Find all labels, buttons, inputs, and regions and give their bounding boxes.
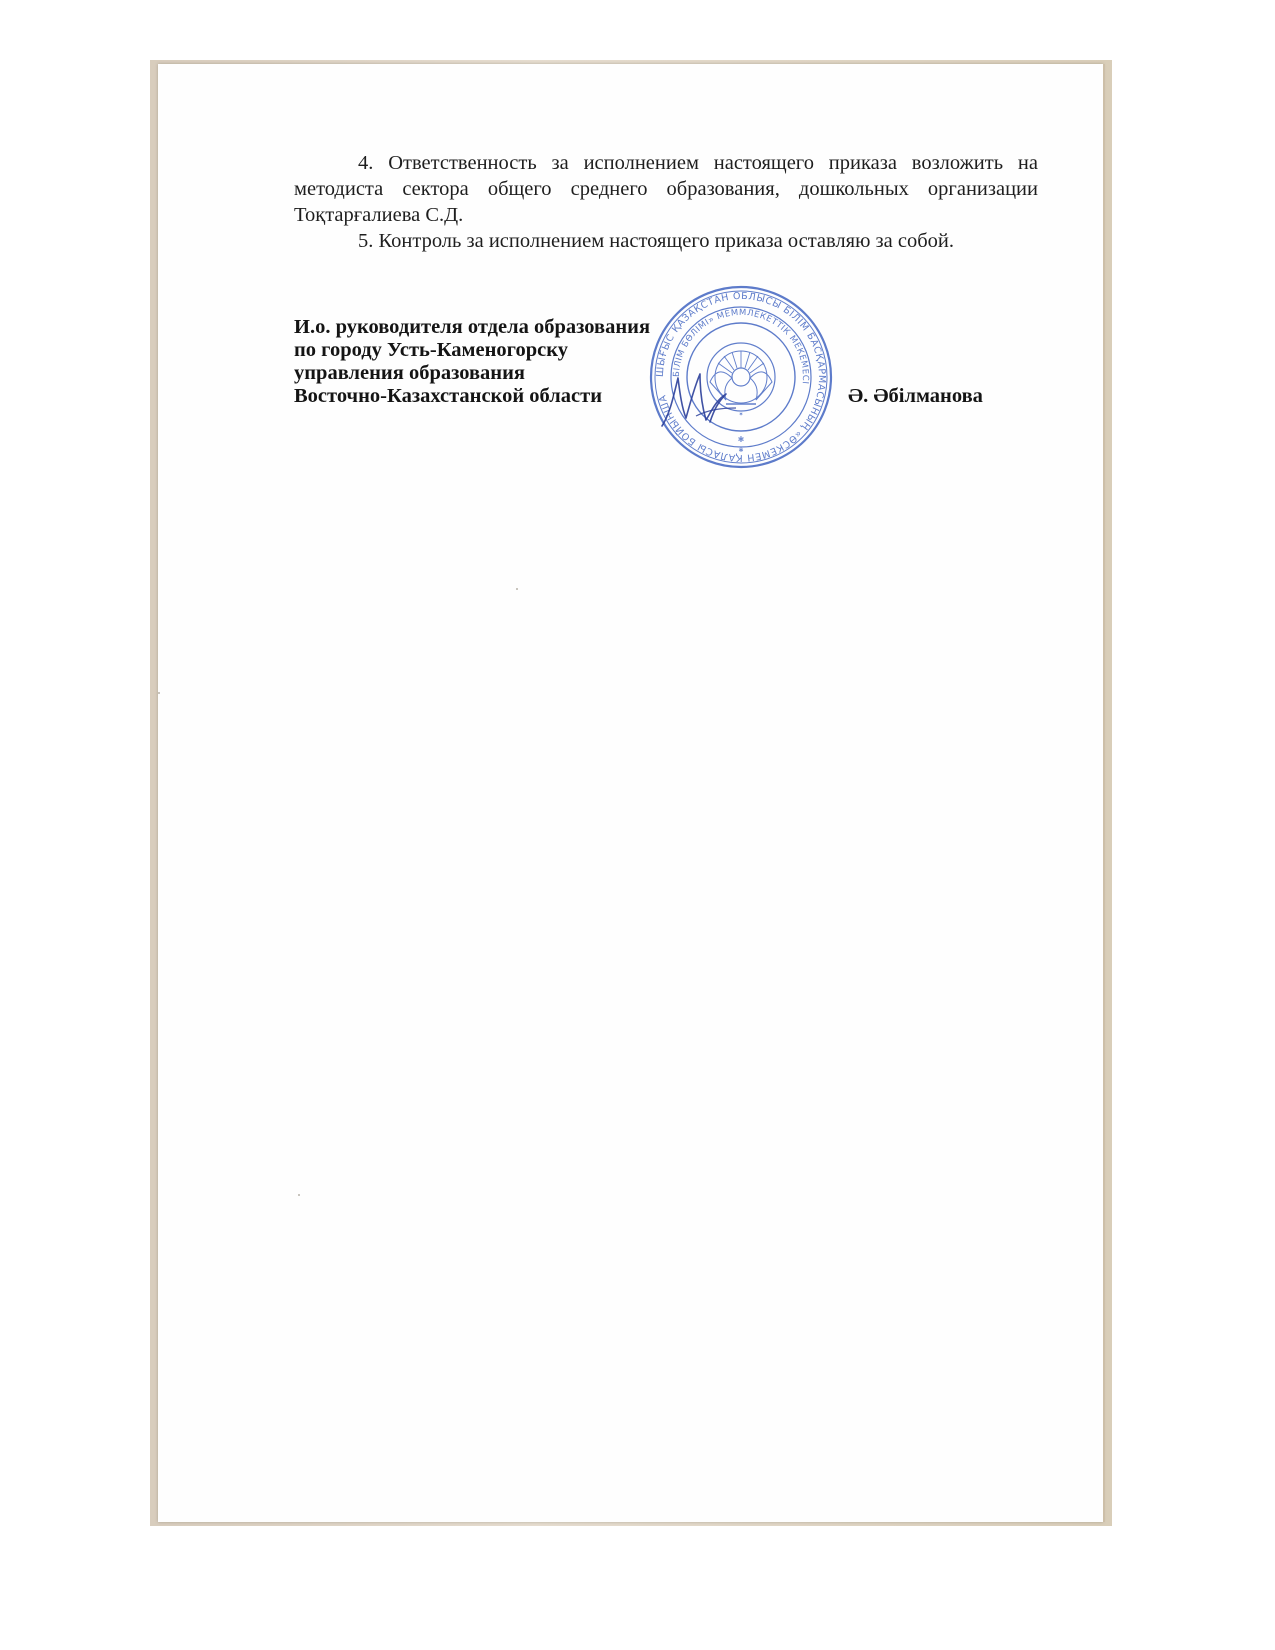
- page-edge: [1103, 64, 1105, 1522]
- stamp-outer-text: ШЫҒЫС ҚАЗАҚСТАН ОБЛЫСЫ БІЛІМ БАСҚАРМАСЫНЫҢ «ӨСКЕМЕН ҚАЛАСЫ БОЙЫНША: [654, 290, 828, 464]
- paragraph-item-5: 5. Контроль за исполнением настоящего приказа оставляю за собой.: [358, 230, 954, 252]
- stamp-inner-text: БІЛІМ БӨЛІМІ» МЕММЛЕКЕТТІК МЕКЕМЕСІ: [671, 307, 811, 385]
- signatory-name: Ә. Әбілманова: [848, 385, 983, 407]
- paper-speck: [516, 588, 518, 590]
- signatory-position-line: Восточно-Казахстанской области: [294, 385, 603, 407]
- signatory-position-line: И.о. руководителя отдела образования: [294, 316, 651, 338]
- document-page: [158, 64, 1103, 1522]
- svg-text:✶: ✶: [738, 412, 744, 418]
- svg-text:✱: ✱: [737, 435, 745, 444]
- signatory-position-line: по городу Усть-Каменогорску: [294, 339, 568, 361]
- signatory-position-line: управления образования: [294, 362, 525, 384]
- svg-text:✱: ✱: [738, 447, 744, 454]
- paragraph-item-4: 4. Ответственность за исполнением настоящего приказа возложить на методиста сектора общего среднего образования, дошкольных организации Тоқтарғалиева С.Д.: [294, 152, 1038, 226]
- handwritten-signature: [656, 364, 746, 439]
- paper-speck: [298, 1194, 300, 1196]
- paper-speck: [158, 692, 160, 694]
- order-body: [294, 150, 1038, 254]
